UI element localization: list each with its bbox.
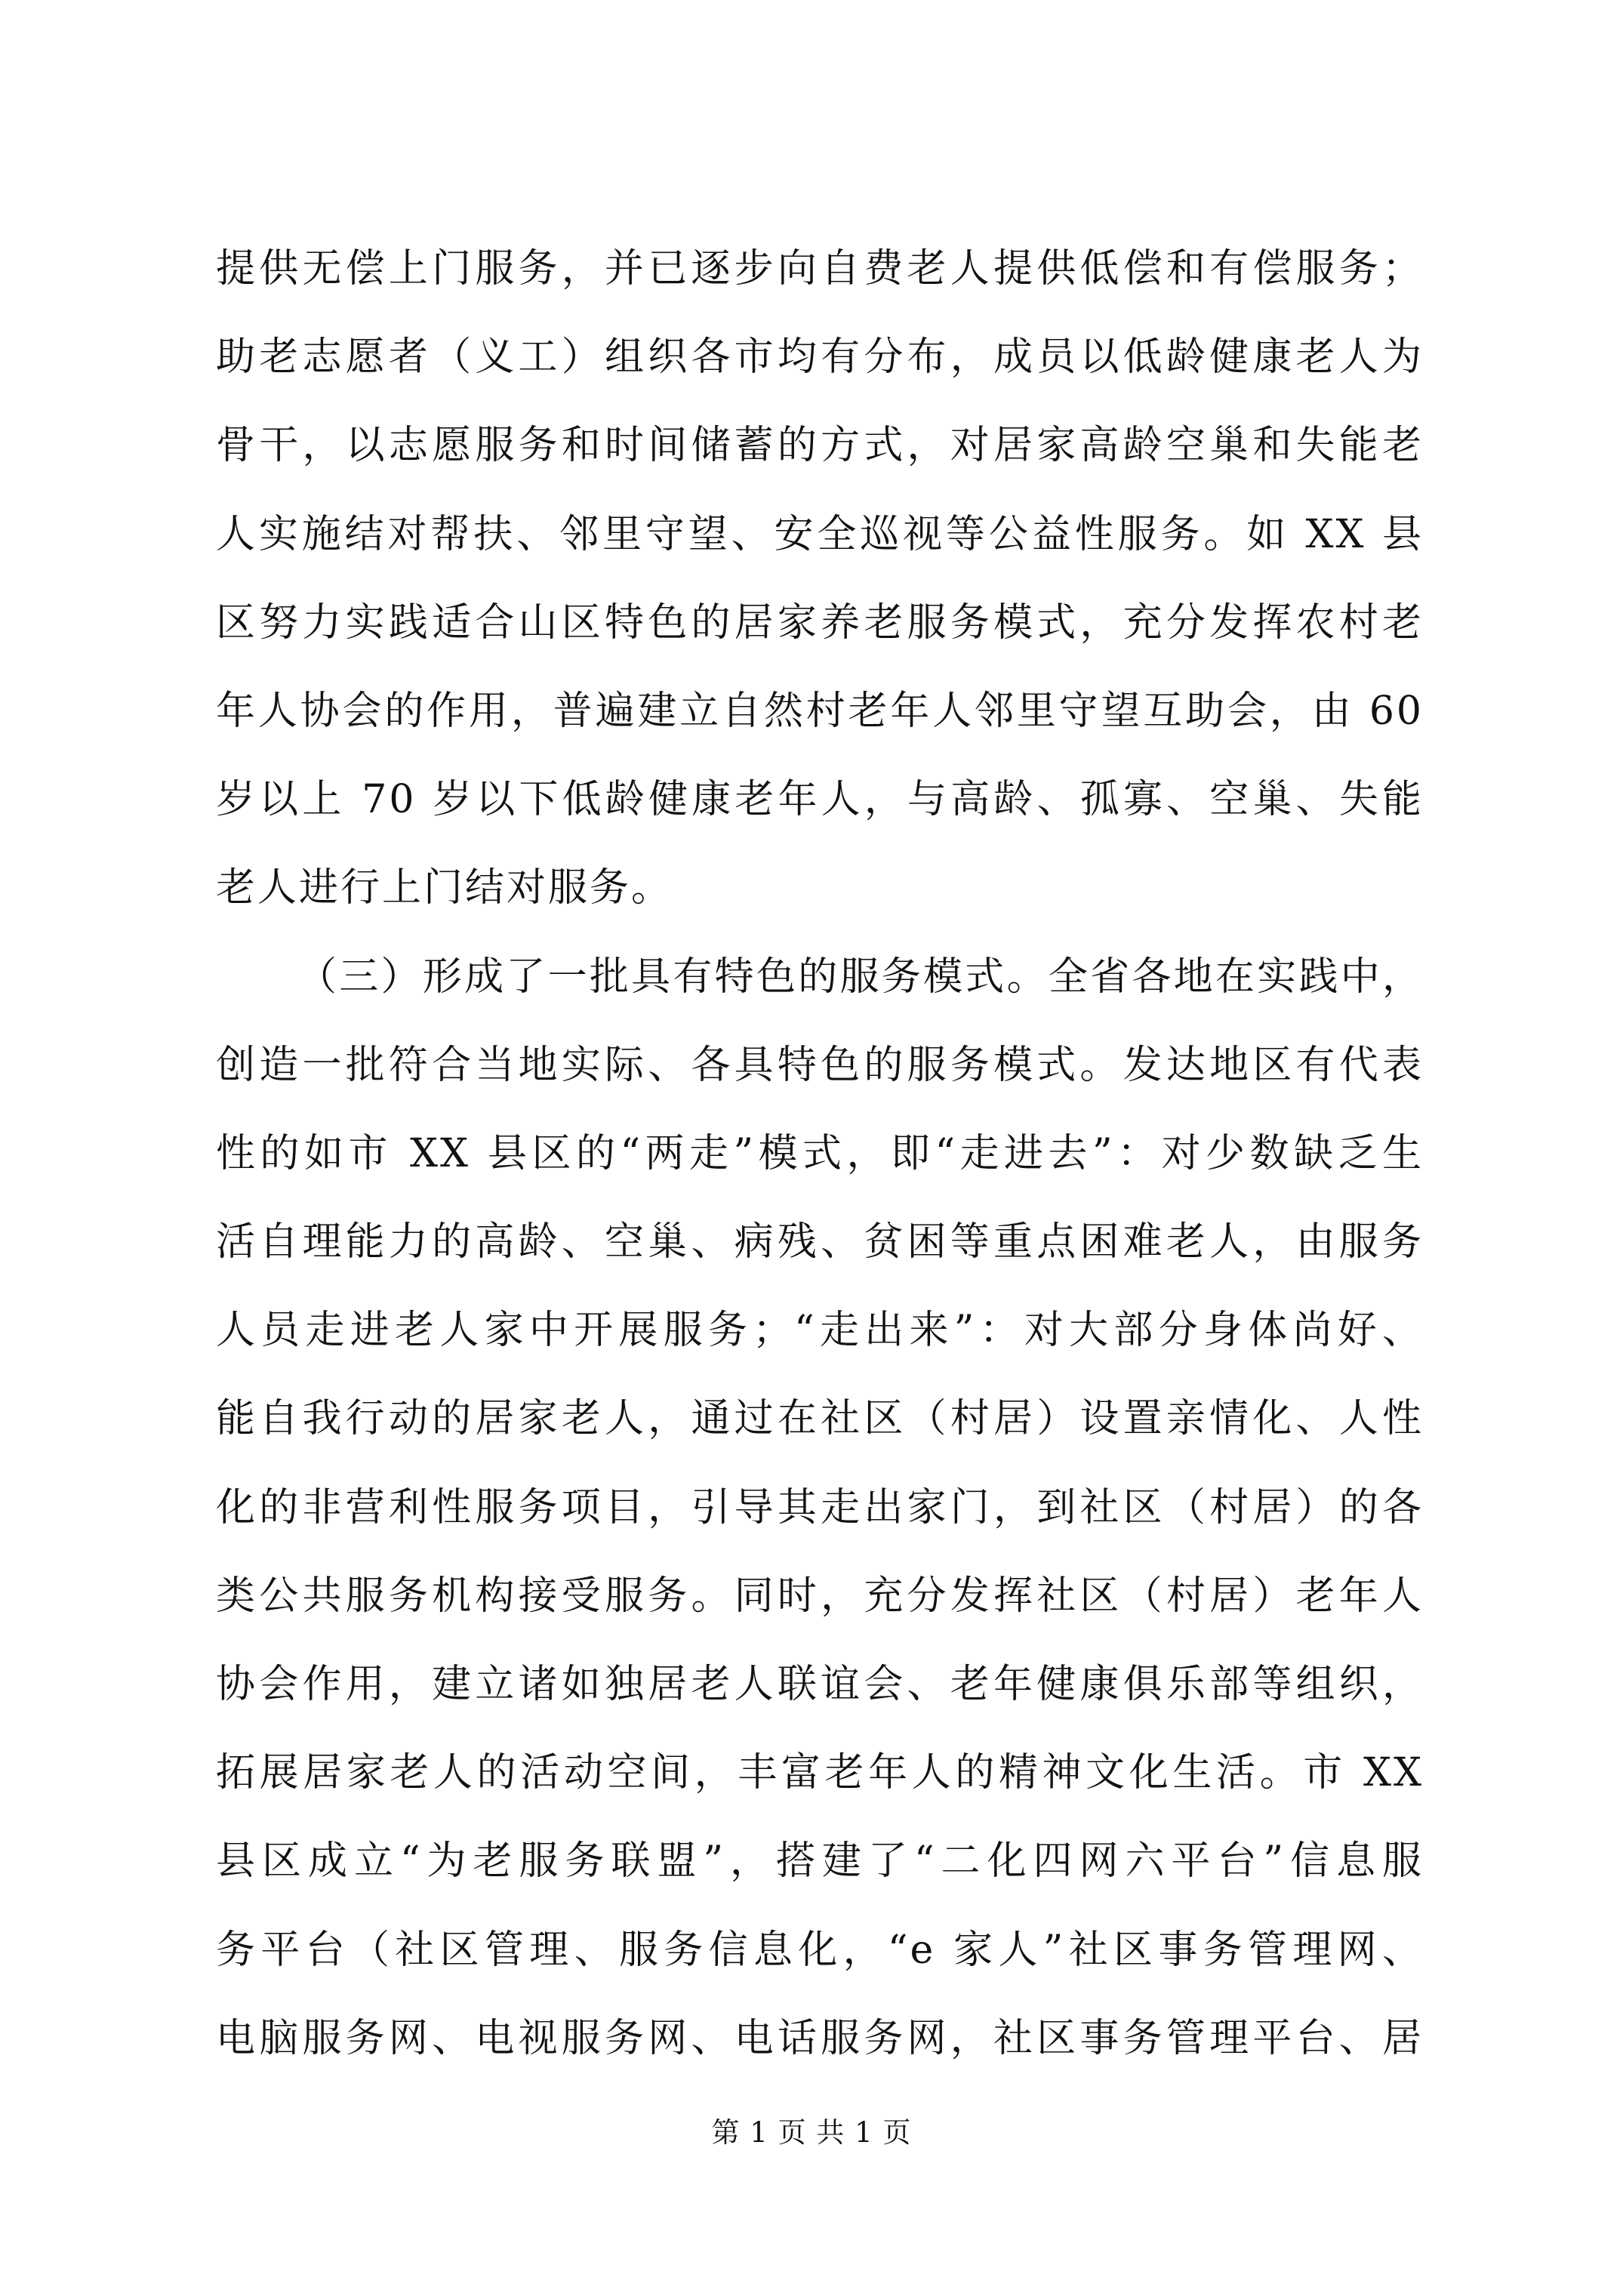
paragraph-1 [216, 225, 1424, 933]
text-line: 活自理能力的高龄、空巢、病残、贫困等重点困难老人，由服务 [216, 1219, 1424, 1265]
paragraph-2 [216, 933, 1424, 2083]
page-number-label: 第 1 页 共 1 页 [711, 2116, 912, 2149]
text-line: 创造一批符合当地实际、各具特色的服务模式。发达地区有代表 [216, 1042, 1424, 1088]
text-line: 电脑服务网、电视服务网、电话服务网，社区事务管理平台、居 [216, 2015, 1424, 2061]
text-line: 类公共服务机构接受服务。同时，充分发挥社区（村居）老年人 [216, 1573, 1424, 1619]
text-line: 协会作用，建立诸如独居老人联谊会、老年健康俱乐部等组织， [216, 1662, 1424, 1707]
text-line: 性的如市 XX 县区的“两走”模式，即“走进去”：对少数缺乏生 [216, 1130, 1424, 1176]
text-line: 提供无偿上门服务，并已逐步向自费老人提供低偿和有偿服务； [216, 246, 1424, 291]
body-text [216, 225, 1424, 2083]
text-line: 助老志愿者（义工）组织各市均有分布，成员以低龄健康老人为 [216, 334, 1424, 381]
page-footer [0, 2114, 1623, 2152]
text-line: 人员走进老人家中开展服务；“走出来”：对大部分身体尚好、 [216, 1308, 1424, 1354]
text-line: 能自我行动的居家老人，通过在社区（村居）设置亲情化、人性 [216, 1396, 1424, 1442]
text-line: 人实施结对帮扶、邻里守望、安全巡视等公益性服务。如 XX 县 [216, 511, 1424, 557]
text-line: 岁以上 70 岁以下低龄健康老年人，与高龄、孤寡、空巢、失能 [216, 777, 1424, 823]
text-line: 拓展居家老人的活动空间，丰富老年人的精神文化生活。市 XX [216, 1750, 1424, 1796]
text-line: 县区成立“为老服务联盟”，搭建了“二化四网六平台”信息服 [216, 1838, 1424, 1885]
text-line: 年人协会的作用，普遍建立自然村老年人邻里守望互助会，由 60 [216, 688, 1424, 734]
text-line: （三）形成了一批具有特色的服务模式。全省各地在实践中， [297, 954, 1424, 1000]
text-line: 化的非营利性服务项目，引导其走出家门，到社区（村居）的各 [216, 1484, 1424, 1530]
text-line: 区努力实践适合山区特色的居家养老服务模式，充分发挥农村老 [216, 599, 1424, 646]
text-line: 务平台（社区管理、服务信息化，“e 家人”社区事务管理网、 [216, 1927, 1424, 1973]
text-line: 骨干，以志愿服务和时间储蓄的方式，对居家高龄空巢和失能老 [216, 423, 1424, 469]
text-line: 老人进行上门结对服务。 [216, 865, 673, 911]
